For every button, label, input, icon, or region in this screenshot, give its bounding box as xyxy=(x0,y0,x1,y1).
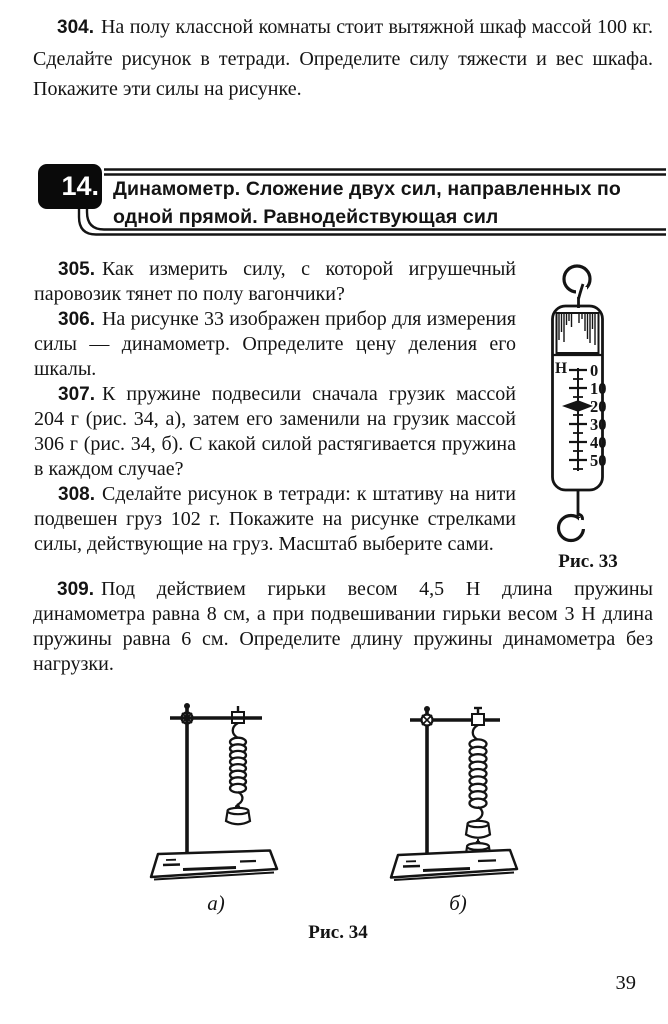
scale-label-10: 10 xyxy=(590,379,607,398)
figure-34b-label: б) xyxy=(449,891,467,915)
spring-a xyxy=(230,723,246,805)
dynamometer-bottom-hook xyxy=(559,490,589,541)
scale-label-40: 40 xyxy=(590,433,607,452)
figure-34-stands xyxy=(90,693,540,893)
base-a xyxy=(151,851,277,880)
stand-a xyxy=(151,703,277,880)
figure-34-caption: Рис. 34 xyxy=(308,922,368,943)
base-b xyxy=(391,850,517,880)
section-number-badge: 14. xyxy=(38,164,102,209)
dynamometer-scale xyxy=(555,360,607,471)
problem-306-text: На рисунке 33 изображен прибор для измерения силы — динамометр. Определите цену деления его шкалы. xyxy=(34,308,516,380)
problem-306-number: 306. xyxy=(58,309,95,330)
window-hatching xyxy=(559,314,595,345)
weight-b-upper xyxy=(466,819,490,838)
problem-305-text: Как измерить силу, с которой игрушечный паровозик тянет по полу вагончики? xyxy=(34,258,516,305)
dynamometer-figure xyxy=(535,252,645,582)
scale-label-50: 50 xyxy=(590,451,607,470)
problem-304-number: 304. xyxy=(57,17,94,38)
problem-309-number: 309. xyxy=(57,579,94,600)
problem-308-number: 308. xyxy=(58,484,95,505)
problem-308 xyxy=(34,482,516,557)
problem-304 xyxy=(33,12,653,105)
weight-a xyxy=(226,804,250,824)
problem-309-text: Под действием гирьки весом 4,5 Н длина пружины динамометра равна 8 см, а при подвешивании гирьки весом 3 Н длина пружины равна 6 см. Определите длину пружины динамометра без нагрузки. xyxy=(33,578,653,675)
dynamometer-top-hook xyxy=(564,266,590,308)
figure-34a-label: а) xyxy=(207,891,225,915)
problem-305-number: 305. xyxy=(58,259,95,280)
problems-column xyxy=(34,257,516,557)
scale-unit-label: Н xyxy=(555,360,568,377)
spring-b xyxy=(470,725,487,820)
problem-308-text: Сделайте рисунок в тетради: к штативу на нити подвешен груз 102 г. Покажите на рисунке стрелками силы, действующие на груз. Масштаб выберите сами. xyxy=(34,483,516,555)
problem-307 xyxy=(34,382,516,482)
stand-b xyxy=(391,706,517,880)
clamp-b xyxy=(422,715,433,726)
pointer-marker xyxy=(562,400,593,411)
scale-label-20: 20 xyxy=(590,397,607,416)
scale-label-30: 30 xyxy=(590,415,607,434)
page-number: 39 xyxy=(615,972,636,994)
problem-307-number: 307. xyxy=(58,384,95,405)
problem-304-text: На полу классной комнаты стоит вытяжной шкаф массой 100 кг. Сделайте рисунок в тетради. Определите силу тяжести и вес шкафа. Покажите эти силы на рисунке. xyxy=(33,16,653,100)
section-title: Динамометр. Сложение двух сил, направленных по одной прямой. Равнодействующая сил xyxy=(113,178,621,228)
problem-309 xyxy=(33,577,653,677)
problem-307-text: К пружине подвесили сначала грузик массой 204 г (рис. 34, а), затем его заменили на грузик массой 306 г (рис. 34, б). С какой силой растягивается пружина в каждом случае? xyxy=(34,383,516,480)
problem-305 xyxy=(34,257,516,307)
scale-label-0: 0 xyxy=(590,361,599,380)
figure-33-caption: Рис. 33 xyxy=(558,551,618,572)
problem-306 xyxy=(34,307,516,382)
